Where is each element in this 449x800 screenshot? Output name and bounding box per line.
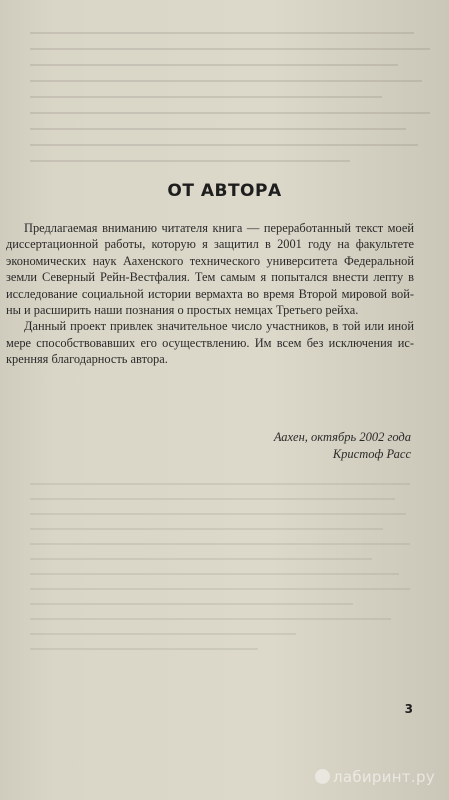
watermark bbox=[315, 768, 435, 786]
text-line: исследование социальной истории вермахта во время Второй мировой вой- bbox=[6, 286, 414, 301]
text-line: земли Северный Рейн-Вестфалия. Тем самым я попытался внести лепту в bbox=[6, 270, 414, 285]
signature-author: Кристоф Расс bbox=[332, 447, 411, 461]
watermark-text: лабиринт.ру bbox=[332, 768, 435, 786]
text-line: мере способствовавших его осуществлению. Им всем без исключения ис- bbox=[6, 335, 414, 350]
bleed-through-text-lower bbox=[30, 470, 410, 690]
section-heading: ОТ АВТОРА bbox=[167, 181, 282, 201]
bleed-through-text bbox=[30, 18, 430, 178]
text-line: диссертационной работы, которую я защитил в 2001 году на факультете bbox=[6, 237, 414, 252]
text-line: Предлагаемая вниманию читателя книга — переработанный текст моей bbox=[24, 221, 414, 235]
text-line: Данный проект привлек значительное число участников, в той или иной bbox=[24, 319, 414, 334]
text-line: экономических наук Аахенского технического университета Федеральной bbox=[6, 253, 414, 268]
labirint-logo-icon bbox=[315, 769, 330, 784]
signature-block bbox=[274, 429, 411, 463]
body-text bbox=[6, 220, 414, 368]
page-number: 3 bbox=[404, 702, 413, 716]
text-line: ны и расширить наши познания о простых немцах Третьего рейха. bbox=[6, 303, 359, 318]
text-line: кренняя благодарность автора. bbox=[6, 352, 168, 367]
signature-place-date: Аахен, октябрь 2002 года bbox=[273, 430, 411, 444]
